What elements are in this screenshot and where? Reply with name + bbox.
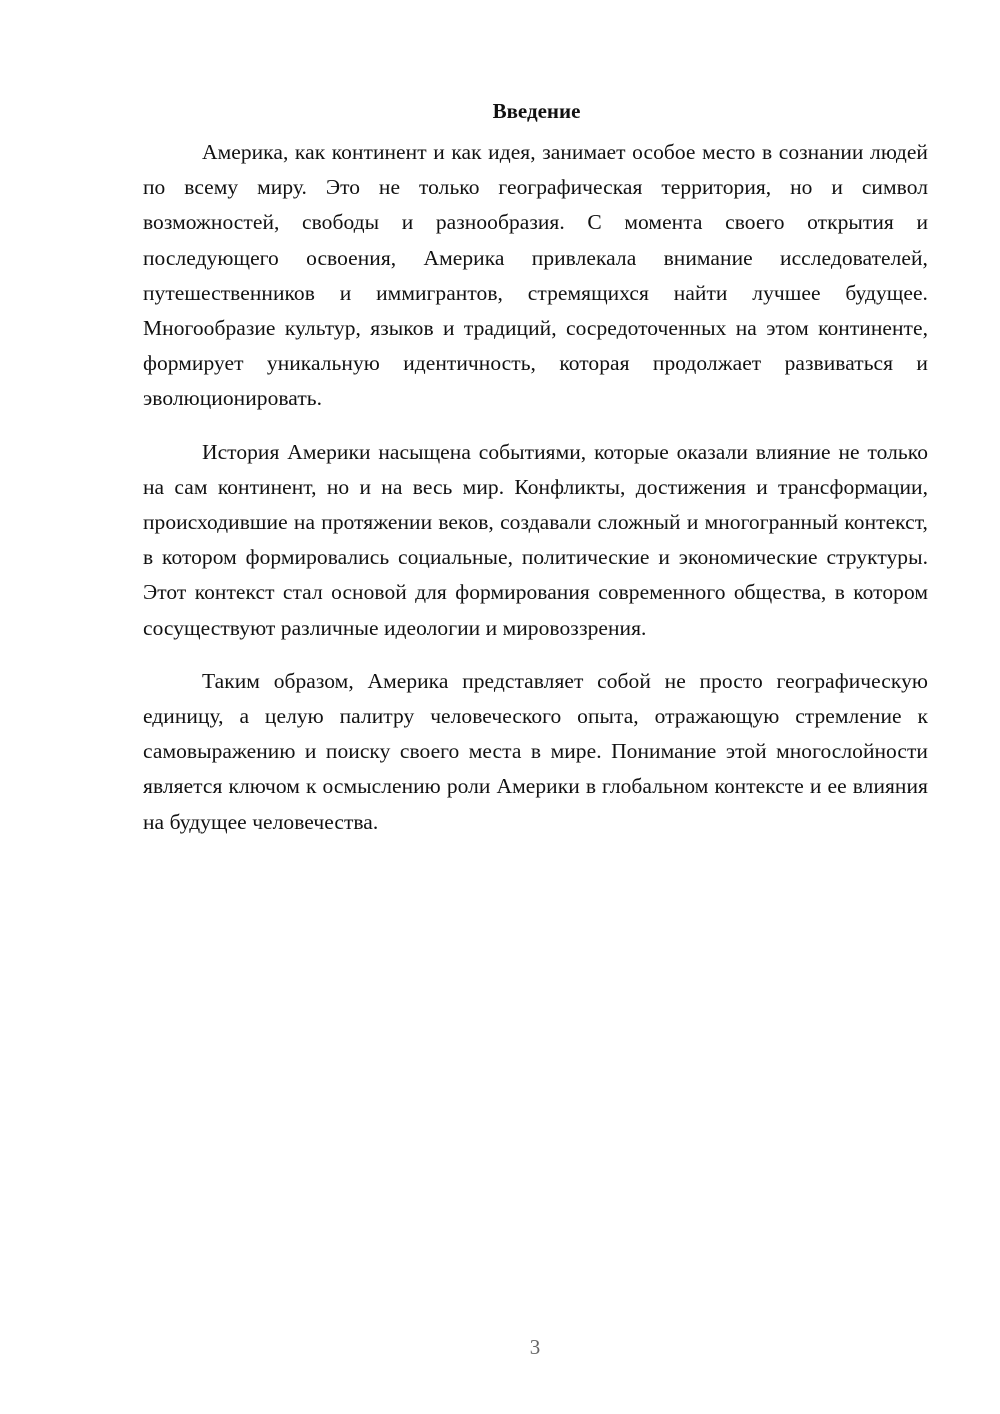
paragraph-1: Америка, как континент и как идея, занимает особое место в сознании людей по всему миру. Это не только географическая территория, но и символ возможностей, свободы и разнообразия. С момента своего открытия и последующего освоения, Америка привлекала внимание исследователей, путешественников и иммигрантов, стремящихся найти лучшее будущее. Многообразие культур, языков и традиций, сосредоточенных на этом континенте, формирует уникальную идентичность, которая продолжает развиваться и эволюционировать. bbox=[143, 140, 928, 411]
paragraph-3: Таким образом, Америка представляет собой не просто географическую единицу, а целую палитру человеческого опыта, отражающую стремление к самовыражению и поиску своего места в мире. Понимание этой многослойности является ключом к осмыслению роли Америки в глобальном контексте и ее влияния на будущее человечества. bbox=[143, 668, 928, 834]
page-number: 3 bbox=[529, 1335, 541, 1359]
section-heading: Введение bbox=[492, 99, 581, 123]
page-content bbox=[143, 96, 928, 858]
paragraph-2: История Америки насыщена событиями, которые оказали влияние не только на сам континент, но и на весь мир. Конфликты, достижения и трансформации, происходившие на протяжении веков, создавали сложный и многогранный контекст, в котором формировались социальные, политические и экономические структуры. Этот контекст стал основой для формирования современного общества, в котором сосуществуют различные идеологии и мировоззрения. bbox=[143, 439, 928, 640]
